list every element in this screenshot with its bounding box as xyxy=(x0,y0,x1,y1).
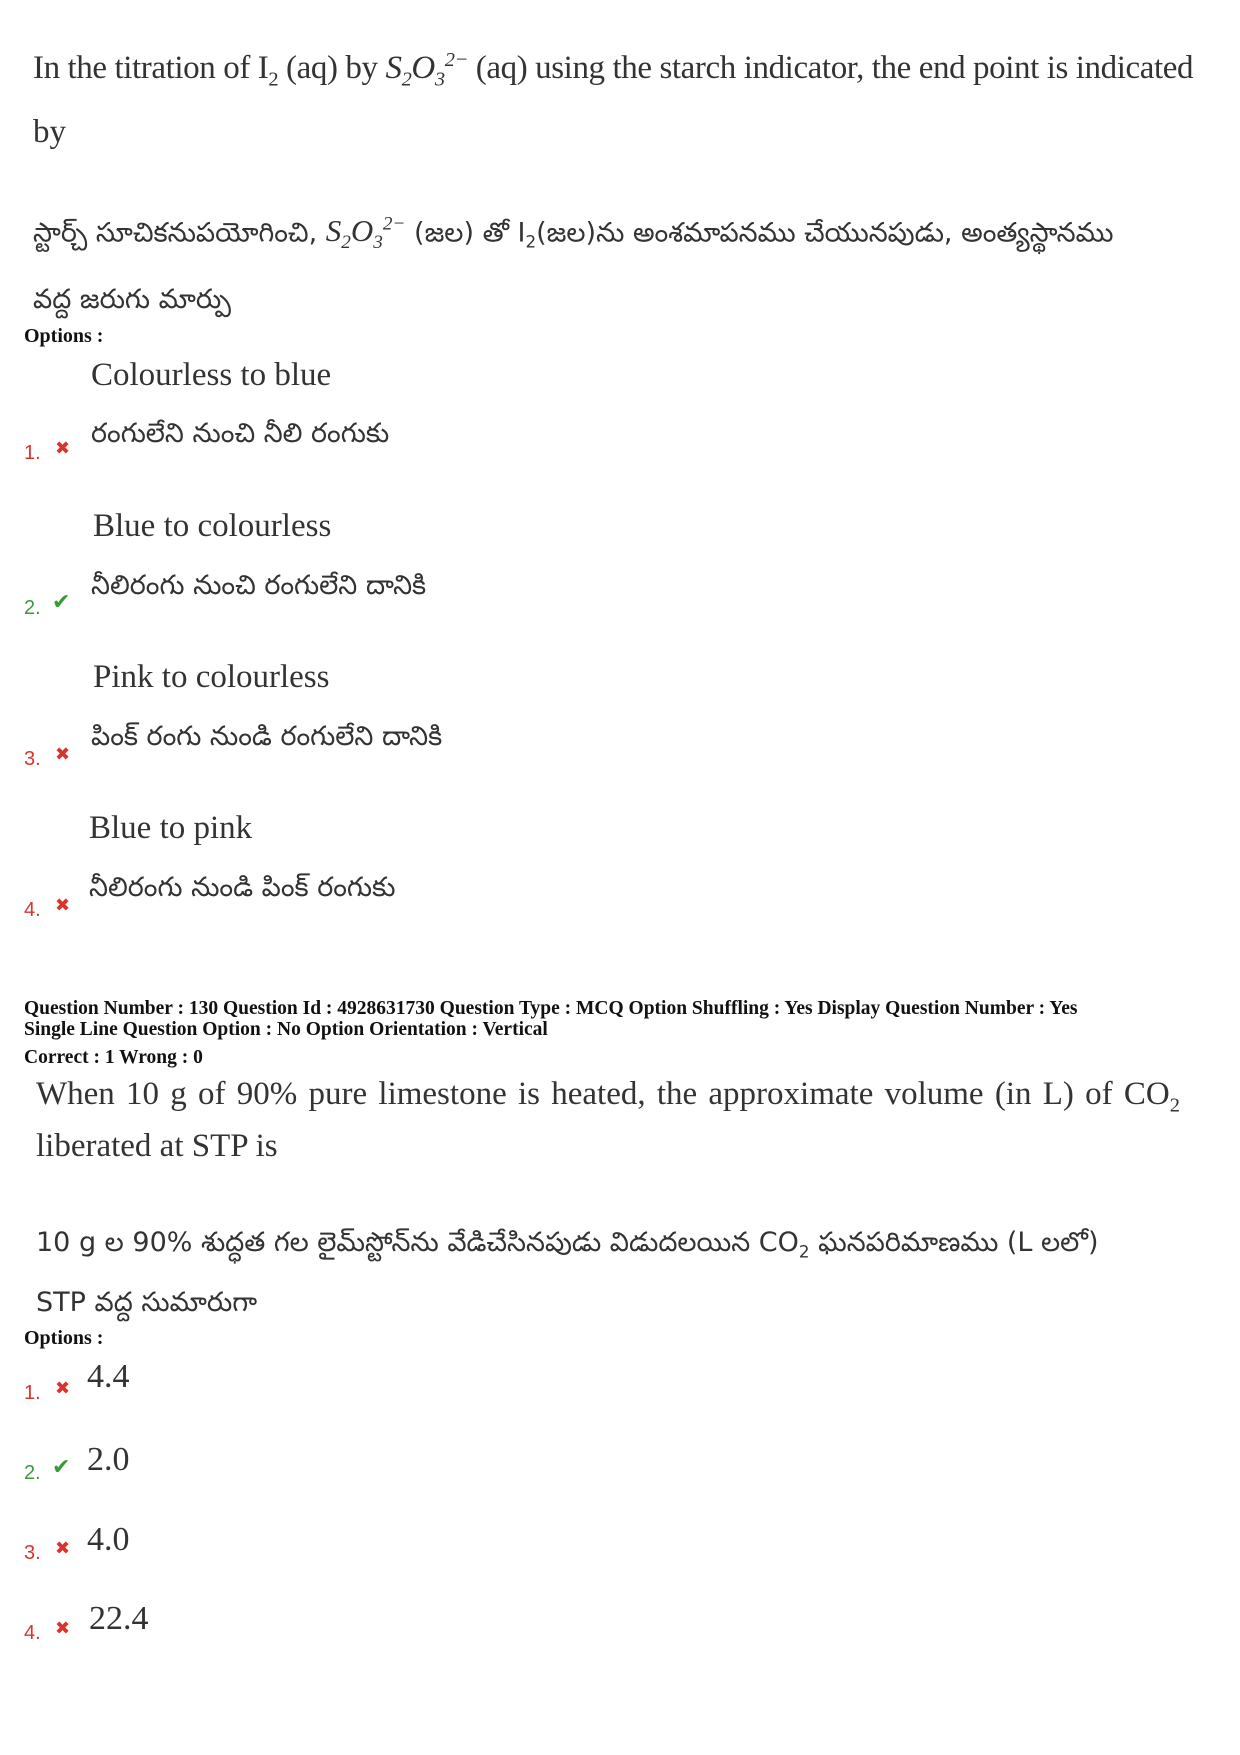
q2-options-label: Options : xyxy=(24,1327,104,1349)
q2-option-4-number: 4. xyxy=(24,1622,41,1644)
q1-option-1-english: Colourless to blue xyxy=(91,357,332,393)
correct-check-icon: ✔ xyxy=(52,1455,71,1480)
q2-question-telugu xyxy=(36,1217,1226,1329)
thiosulfate-formula: $S_2O_3^{2-}$ xyxy=(385,49,468,91)
q1-question-te-line1: స్టార్చ్ సూచికనుపయోగించి, $S_2O_3^{2-}$ (జల) తో $I_2(జల)ను$ అంశమాపనము చేయునపుడు, అంత్యస్థానము xyxy=(33,213,1114,254)
thiosulfate-formula-te: $S_2O_3^{2-}$ xyxy=(325,213,406,254)
q1-option-2-number: 2. xyxy=(24,597,41,619)
q2-option-3-number: 3. xyxy=(24,1542,41,1564)
question-meta-score: Correct : 1 Wrong : 0 xyxy=(24,1047,203,1068)
wrong-cross-icon: ✖ xyxy=(55,1538,71,1559)
q2-option-2-value: 2.0 xyxy=(87,1441,130,1478)
q2-question-te-line1: 10 g ల 90% శుద్ధత గల లైమ్‌స్టోన్‌ను వేడిచేసినపుడు విడుదలయిన $CO_2$ ఘనపరిమాణము (L లలో) xyxy=(36,1227,1099,1262)
q1-option-2-english: Blue to colourless xyxy=(93,508,332,544)
q1-option-1-telugu: రంగులేని నుంచి నీలి రంగుకు xyxy=(91,418,390,449)
q2-question-line2: liberated at STP is xyxy=(36,1127,278,1164)
question-meta-line2: Single Line Question Option : No Option Orientation : Vertical xyxy=(24,1019,548,1040)
q2-option-1-number: 1. xyxy=(24,1382,41,1404)
q2-option-2-number: 2. xyxy=(24,1462,41,1484)
wrong-cross-icon: ✖ xyxy=(55,1618,71,1639)
q1-option-4-telugu: నీలిరంగు నుండి పింక్ రంగుకు xyxy=(89,872,396,903)
q1-question-line1: In the titration of $I_2$ (aq) by $S_2O_3^{2-}$ (aq) using the starch indicator, the end point is indicated xyxy=(33,49,1194,91)
q1-option-4-english: Blue to pink xyxy=(89,810,253,846)
wrong-cross-icon: ✖ xyxy=(55,744,71,765)
question-meta-line1: Question Number : 130 Question Id : 4928631730 Question Type : MCQ Option Shuffling : Yes Display Question Number : Yes xyxy=(24,998,1078,1019)
wrong-cross-icon: ✖ xyxy=(55,438,71,459)
q1-question-te-line2: వద్ద జరుగు మార్పు xyxy=(33,283,231,315)
wrong-cross-icon: ✖ xyxy=(55,895,71,916)
q2-question-te-line2: STP వద్ద సుమారుగా xyxy=(36,1287,258,1319)
q1-option-3-number: 3. xyxy=(24,748,41,770)
wrong-cross-icon: ✖ xyxy=(55,1378,71,1399)
q2-question-line1: When 10 g of 90% pure limestone is heated, the approximate volume (in L) of $CO_2$ xyxy=(36,1076,1180,1117)
q1-option-4-number: 4. xyxy=(24,899,41,921)
q2-option-3-value: 4.0 xyxy=(87,1521,130,1558)
correct-check-icon: ✔ xyxy=(52,590,71,615)
q2-option-1-value: 4.4 xyxy=(87,1358,130,1395)
q1-option-3-english: Pink to colourless xyxy=(93,659,330,695)
q1-option-3-telugu: పింక్ రంగు నుండి రంగులేని దానికి xyxy=(91,721,443,752)
q2-option-4-value: 22.4 xyxy=(89,1600,149,1637)
q2-question-english xyxy=(36,1074,1216,1166)
q1-question-english xyxy=(33,34,1223,158)
q1-options-label: Options : xyxy=(24,325,104,347)
q1-option-2-telugu: నీలిరంగు నుంచి రంగులేని దానికి xyxy=(91,570,427,601)
q1-question-line2: by xyxy=(33,113,66,150)
q1-question-telugu xyxy=(33,197,1223,328)
q1-option-1-number: 1. xyxy=(24,442,41,464)
